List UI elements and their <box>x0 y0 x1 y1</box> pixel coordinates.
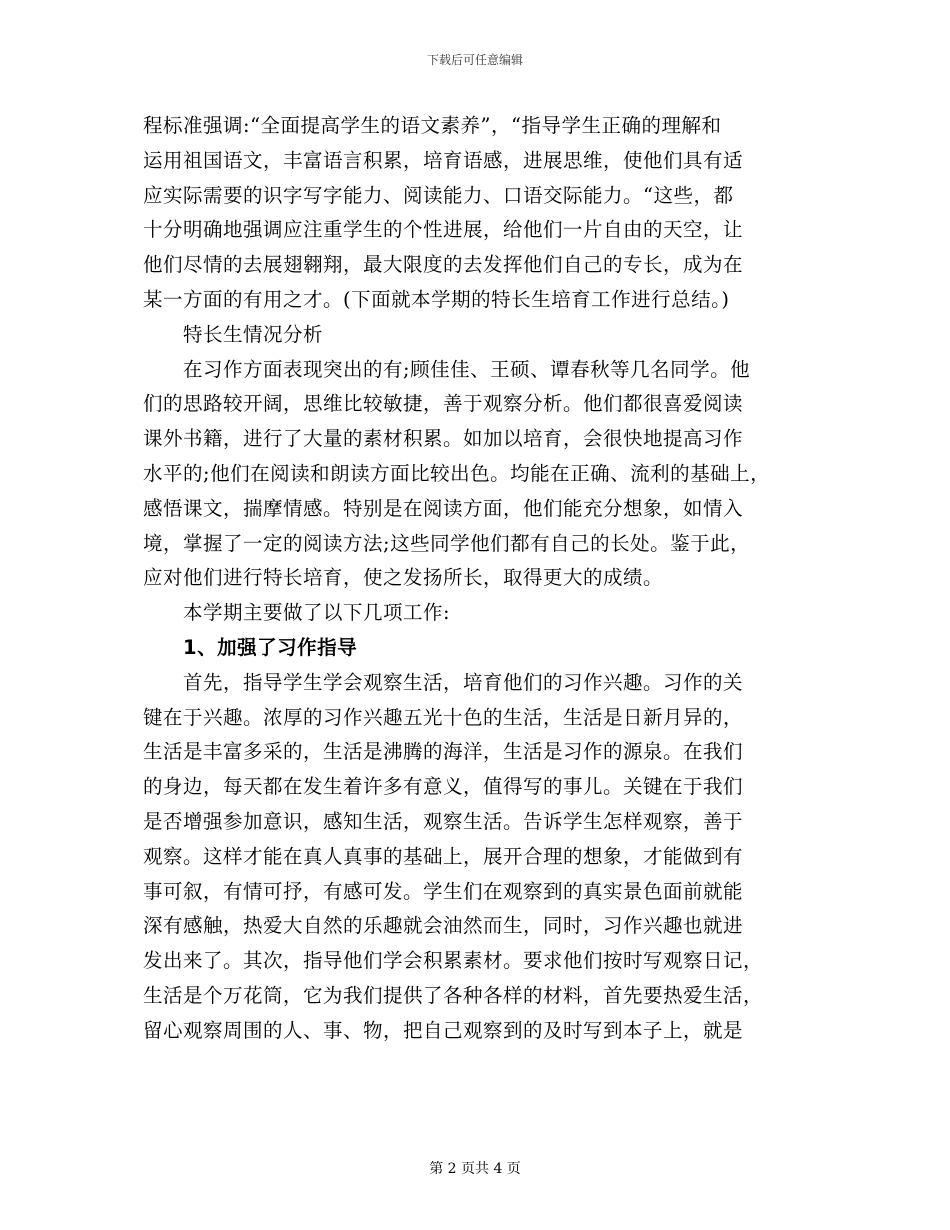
body-line: 十分明确地强调应注重学生的个性进展，给他们一片自由的天空，让 <box>143 218 744 242</box>
body-line: 本学期主要做了以下几项工作: <box>183 601 451 625</box>
body-line: 留心观察周围的人、事、物，把自己观察到的及时写到本子上，就是 <box>143 1018 744 1042</box>
body-line: 键在于兴趣。浓厚的习作兴趣五光十色的生活，生活是日新月异的， <box>143 705 744 729</box>
body-line: 生活是丰富多采的，生活是沸腾的海洋，生活是习作的源泉。在我们 <box>143 740 744 764</box>
body-line: 运用祖国语文，丰富语言积累，培育语感，进展思维，使他们具有适 <box>143 148 744 172</box>
document-body <box>143 109 823 1049</box>
page-footer: 第 2 页共 4 页 <box>429 1161 521 1177</box>
body-line: 首先，指导学生学会观察生活，培育他们的习作兴趣。习作的关 <box>183 670 744 694</box>
body-line: 应对他们进行特长培育，使之发扬所长，取得更大的成绩。 <box>143 566 664 590</box>
body-line: 感悟课文，揣摩情感。特别是在阅读方面，他们能充分想象，如情入 <box>143 496 744 520</box>
body-line: 深有感触，热爱大自然的乐趣就会油然而生，同时，习作兴趣也就进 <box>143 914 744 938</box>
section-heading: 1、加强了习作指导 <box>183 635 358 659</box>
body-line: 水平的;他们在阅读和朗读方面比较出色。均能在正确、流利的基础上， <box>143 461 771 485</box>
body-line: 境，掌握了一定的阅读方法;这些同学他们都有自己的长处。鉴于此， <box>143 531 751 555</box>
body-line: 生活是个万花筒，它为我们提供了各种各样的材料，首先要热爱生活， <box>143 983 764 1007</box>
body-line: 的身边，每天都在发生着许多有意义，值得写的事儿。关键在于我们 <box>143 775 744 799</box>
body-line: 们的思路较开阔，思维比较敏捷，善于观察分析。他们都很喜爱阅读 <box>143 392 744 416</box>
body-line: 事可叙，有情可抒，有感可发。学生们在观察到的真实景色面前就能 <box>143 879 744 903</box>
body-line: 某一方面的有用之才。(下面就本学期的特长生培育工作进行总结。) <box>143 287 730 311</box>
body-line: 发出来了。其次，指导他们学会积累素材。要求他们按时写观察日记， <box>143 949 764 973</box>
body-line: 是否增强参加意识，感知生活，观察生活。告诉学生怎样观察，善于 <box>143 809 744 833</box>
body-line: 观察。这样才能在真人真事的基础上，展开合理的想象，才能做到有 <box>143 844 744 868</box>
body-line: 在习作方面表现突出的有;顾佳佳、王硕、谭春秋等几名同学。他 <box>183 357 751 381</box>
body-line: 课外书籍，进行了大量的素材积累。如加以培育，会很快地提高习作 <box>143 427 744 451</box>
body-line: 程标准强调:“全面提高学生的语文素养”，“指导学生正确的理解和 <box>143 114 722 137</box>
page-header: 下载后可任意编辑 <box>426 53 523 67</box>
section-label: 特长生情况分析 <box>183 322 324 346</box>
body-line: 应实际需要的识字写字能力、阅读能力、口语交际能力。“这些，都 <box>143 183 734 207</box>
body-line: 他们尽情的去展翅翱翔，最大限度的去发挥他们自己的专长，成为在 <box>143 253 744 277</box>
